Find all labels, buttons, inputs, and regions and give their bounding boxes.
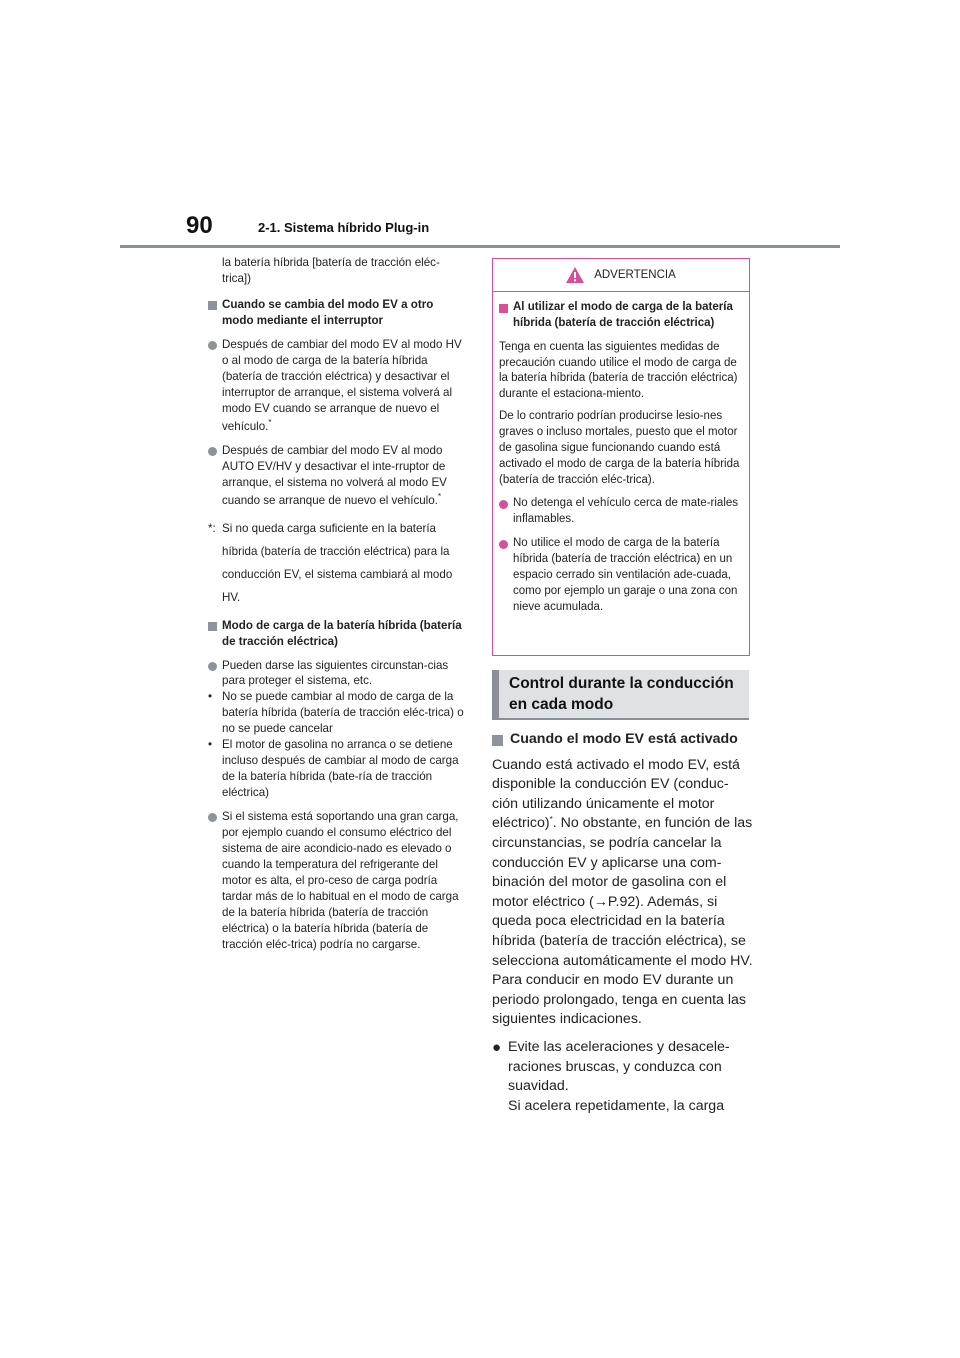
square-bullet-icon bbox=[492, 735, 503, 746]
circle-bullet-icon bbox=[208, 341, 217, 350]
subheading-ev-mode bbox=[492, 730, 754, 750]
page-reference[interactable]: P.92 bbox=[607, 893, 636, 910]
circle-bullet-icon bbox=[499, 540, 508, 549]
warning-paragraph: De lo contrario podrían producirse lesio-nes graves o incluso mortales, puesto que el motor de gasolina sigue funcionando cuando está activado el modo de carga de la batería híbrida (batería de tracción eléc-trica). bbox=[499, 410, 740, 486]
arrow-icon: → bbox=[593, 893, 608, 910]
warning-label: ADVERTENCIA bbox=[594, 269, 676, 281]
right-column bbox=[492, 730, 754, 1116]
footnote bbox=[208, 517, 464, 610]
sub-list-item bbox=[208, 689, 464, 737]
item-text: Después de cambiar del modo EV al modo HV o al modo de carga de la batería híbrida (batería de tracción eléctrica) y desactivar el interruptor de arranque, el sistema volverá al modo EV cuando se arranque de nuevo el vehículo. bbox=[222, 337, 462, 433]
warning-item-text: No utilice el modo de carga de la batería híbrida (batería de tracción eléctrica) en un espacio cerrado sin ventilación ade-cuada, como por ejemplo un garaje o una zona con nieve acumulada. bbox=[513, 537, 738, 613]
subheading-text: Cuando se cambia del modo EV a otro modo mediante el interruptor bbox=[222, 297, 434, 327]
warning-heading bbox=[499, 300, 741, 332]
warning-paragraph: Tenga en cuenta las siguientes medidas de precaución cuando utilice el modo de carga de la batería híbrida (batería de tracción eléctrica) durante el estaciona-miento. bbox=[499, 340, 738, 401]
sub-item-text: No se puede cambiar al modo de carga de la batería híbrida (batería de tracción eléc-trica) o no se puede cancelar bbox=[222, 690, 464, 736]
bullet-mark: ● bbox=[492, 1038, 502, 1056]
bullet-mark: • bbox=[208, 738, 213, 752]
footnote-asterisk: * bbox=[437, 491, 442, 501]
section-title: 2-1. Sistema híbrido Plug-in bbox=[258, 220, 430, 235]
list-item bbox=[208, 658, 464, 690]
footnote-asterisk: * bbox=[268, 417, 272, 427]
circle-bullet-icon bbox=[208, 447, 217, 456]
list-item bbox=[208, 337, 464, 435]
page-number: 90 bbox=[186, 212, 213, 239]
square-bullet-icon bbox=[499, 304, 508, 313]
list-item bbox=[208, 443, 464, 509]
body-paragraph bbox=[492, 756, 754, 1030]
paragraph-text: Cuando está activado el modo EV, está disponible la conducción EV (conduc-ción utilizando únicamente el motor eléctrico) bbox=[492, 756, 740, 832]
warning-box bbox=[492, 258, 750, 656]
warning-triangle-icon bbox=[566, 267, 584, 283]
circle-bullet-icon bbox=[208, 813, 217, 822]
list-item bbox=[208, 809, 464, 953]
bullet-mark: • bbox=[208, 690, 213, 704]
item-text: Evite las aceleraciones y desacele-raciones bruscas, y conduzca con suavidad. bbox=[508, 1038, 730, 1095]
warning-body bbox=[493, 292, 749, 615]
circle-bullet-icon bbox=[499, 500, 508, 509]
warning-item bbox=[499, 496, 741, 528]
sub-item-text: El motor de gasolina no arranca o se detiene incluso después de cambiar al modo de carga de la batería híbrida (bate-ría de tracción eléctrica) bbox=[222, 738, 459, 800]
subheading-ev-switch bbox=[208, 297, 464, 329]
subheading-text: Cuando el modo EV está activado bbox=[510, 731, 738, 747]
paragraph-text: . No obstante, en función de las circunstancias, se podría cancelar la conducción EV y aplicarse una com-binación del motor de gasolina con el motor eléctrico ( bbox=[492, 815, 753, 910]
warning-item bbox=[499, 536, 741, 615]
item-text: Pueden darse las siguientes circunstan-cias para proteger el sistema, etc. bbox=[222, 658, 449, 688]
square-bullet-icon bbox=[208, 622, 217, 631]
circle-bullet-icon bbox=[208, 662, 217, 671]
item-text: Si el sistema está soportando una gran carga, por ejemplo cuando el consumo eléctrico del sistema de aire acondicio-nado es elevado o cuando la temperatura del refrigerante del motor es alta, el pro-ceso de carga podría tardar más de lo habitual en el modo de carga de la batería híbrida (batería de tracción eléctrica) o la batería híbrida (batería de tracción eléc-trica) podría no cargarse. bbox=[222, 810, 459, 952]
footnote-asterisk: * bbox=[549, 815, 553, 825]
square-bullet-icon bbox=[208, 301, 217, 310]
subheading-text: Modo de carga de la batería híbrida (batería de tracción eléctrica) bbox=[222, 618, 462, 648]
continued-text: la batería híbrida [batería de tracción eléc-trica]) bbox=[222, 256, 440, 285]
left-column bbox=[208, 255, 464, 961]
warning-header bbox=[493, 259, 749, 292]
header-divider bbox=[120, 245, 840, 248]
list-item bbox=[492, 1038, 754, 1116]
warning-heading-text: Al utilizar el modo de carga de la batería híbrida (batería de tracción eléctrica) bbox=[513, 301, 733, 329]
footnote-text: Si no queda carga suficiente en la batería híbrida (batería de tracción eléctrica) para la conducción EV, el sistema cambiará al modo HV. bbox=[222, 521, 453, 605]
section-heading: Control durante la conducción en cada modo bbox=[492, 670, 749, 720]
footnote-mark: *: bbox=[208, 521, 216, 535]
sub-list-item bbox=[208, 737, 464, 801]
warning-item-text: No detenga el vehículo cerca de mate-riales inflamables. bbox=[513, 497, 739, 526]
item-text: Después de cambiar del modo EV al modo AUTO EV/HV y desactivar el inte-rruptor de arranque, el sistema no volverá al modo EV cuando se arranque de nuevo el vehículo. bbox=[222, 443, 447, 507]
item-text-continued: Si acelera repetidamente, la carga bbox=[508, 1097, 725, 1114]
paragraph-text: ). Además, si queda poca electricidad en la batería híbrida (batería de tracción eléctrica), se selecciona automáticamente el modo HV. Para conducir en modo EV durante un periodo prolongado, tenga en cuenta las siguientes indicaciones. bbox=[492, 893, 753, 1028]
subheading-charge-mode bbox=[208, 618, 464, 650]
